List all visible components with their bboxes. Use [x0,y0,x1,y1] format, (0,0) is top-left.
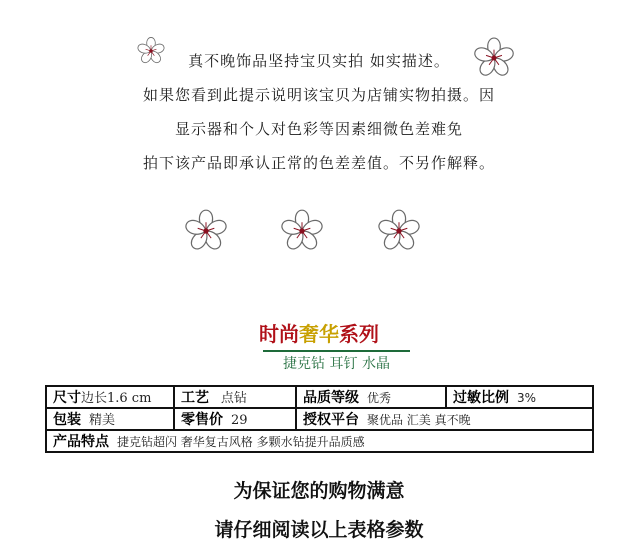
spec-cell-allergy [446,386,593,408]
series-title-part: 奢华 [299,322,339,346]
craft-value: 点钻 [220,391,247,406]
quality-label: 品质等级 [303,390,359,406]
size-label: 尺寸 [53,390,81,406]
spec-cell-craft [174,386,296,408]
feature-value: 捷克钻超闪 奢华复古风格 多颗水钻提升品质感 [116,435,365,449]
price-label: 零售价 [181,412,223,428]
authenticity-notice [0,44,638,180]
craft-label: 工艺 [181,390,209,406]
notice-line: 拍下该产品即承认正常的色差差值。不另作解释。 [142,154,495,172]
flower-icon [183,208,229,254]
bottom-message-line1: 为保证您的购物满意 [233,480,405,502]
allergy-value: 3% [516,391,536,405]
allergy-label: 过敏比例 [453,390,509,406]
table-row [46,408,593,430]
spec-table [45,385,594,453]
bottom-message-line2: 请仔细阅读以上表格参数 [214,519,424,541]
notice-line: 如果您看到此提示说明该宝贝为店铺实物拍摄。因 [142,86,495,104]
spec-cell-size [46,386,174,408]
series-title-part: 系列 [339,322,379,346]
quality-value: 优秀 [366,391,391,405]
flower-icon [279,208,325,254]
table-row [46,386,593,408]
spec-cell-quality [296,386,446,408]
auth-value: 聚优品 汇美 真不晚 [366,413,471,427]
pack-value: 精美 [88,413,115,428]
flower-icon [376,208,422,254]
feature-label: 产品特点 [53,434,109,450]
series-title-part: 时尚 [259,322,299,346]
spec-cell-feature [46,430,593,452]
table-row [46,430,593,452]
notice-line: 真不晚饰品坚持宝贝实拍 如实描述。 [188,52,450,70]
spec-cell-pack [46,408,174,430]
spec-cell-auth [296,408,593,430]
series-title [0,318,638,347]
series-subtitle: 捷克钻 耳钉 水晶 [283,356,390,372]
auth-label: 授权平台 [303,412,359,428]
size-value: 边长1.6 cm [81,391,152,406]
price-value: 29 [230,413,248,428]
series-subtitle-box [263,350,410,376]
pack-label: 包装 [53,412,81,428]
spec-cell-price [174,408,296,430]
notice-line: 显示器和个人对色彩等因素细微色差难免 [174,120,463,138]
